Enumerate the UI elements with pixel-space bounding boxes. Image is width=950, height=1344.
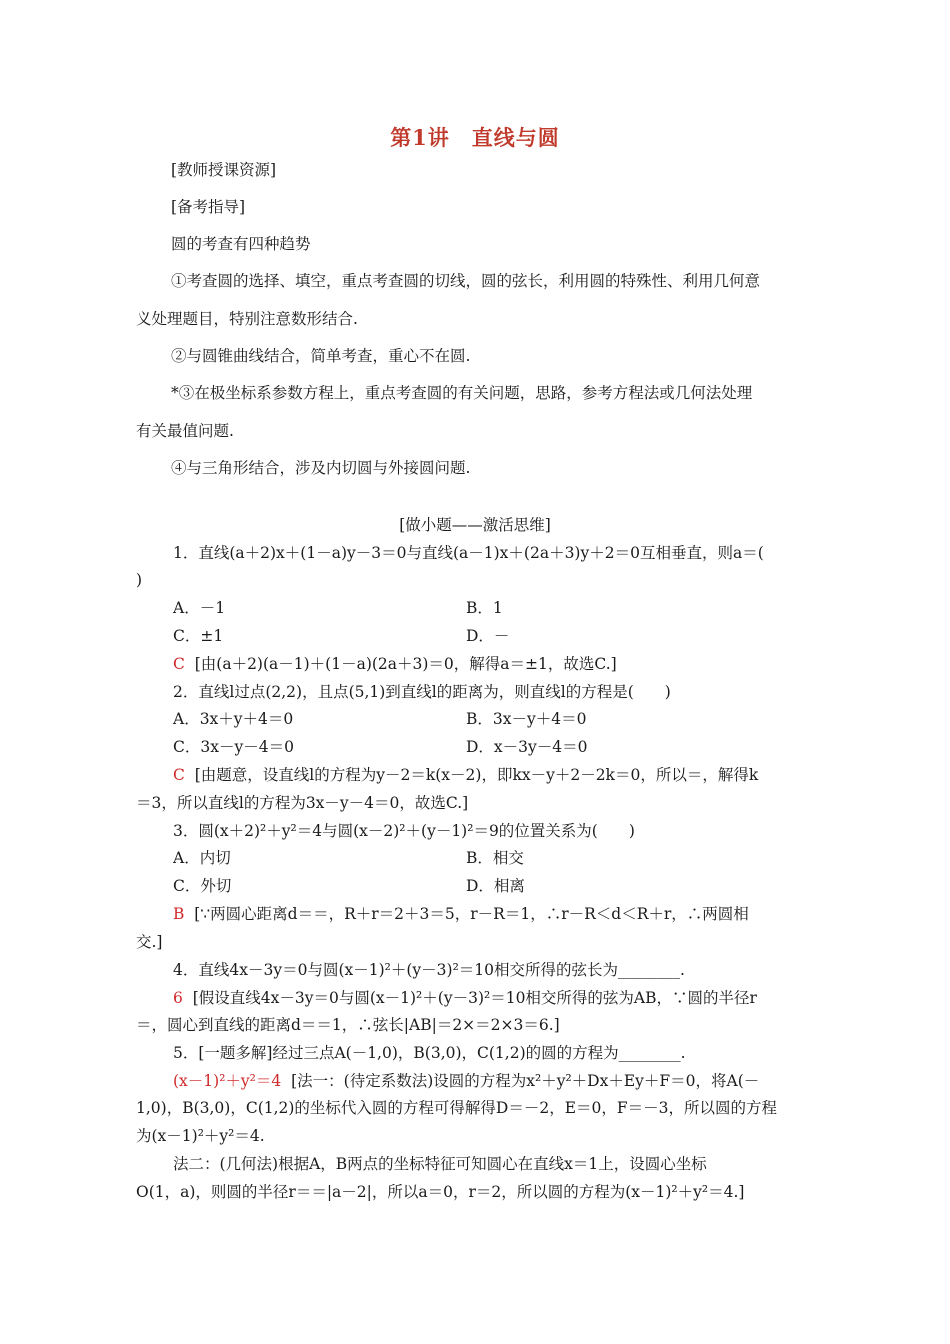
q4-solution-cont: ＝，圆心到直线的距离d＝＝1，∴弦长|AB|＝2×＝2×3＝6.] (136, 1016, 560, 1034)
q1-option-b: B．1 (466, 599, 503, 617)
q3-option-b: B．相交 (466, 849, 524, 867)
intro-point-3b: 有关最值问题. (136, 422, 234, 440)
q4-stem: 4．直线4x－3y＝0与圆(x－1)²＋(y－3)²＝10相交所得的弦长为________. (173, 961, 685, 979)
q2-solution-cont: ＝3，所以直线l的方程为3x－y－4＝0，故选C.] (136, 794, 469, 812)
page-title: 第1讲 直线与圆 (390, 125, 560, 150)
q3-option-c: C．外切 (173, 877, 232, 895)
q2-option-c: C．3x－y－4＝0 (173, 738, 294, 756)
intro-point-1b: 义处理题目，特别注意数形结合. (136, 310, 358, 328)
q1-stem: 1．直线(a＋2)x＋(1－a)y－3＝0与直线(a－1)x＋(2a＋3)y＋2＝0互相垂直，则a＝( (173, 544, 764, 562)
section-heading: [做小题——激活思维] (399, 516, 551, 534)
q2-solution (173, 764, 950, 786)
q2-answer: C (173, 766, 185, 784)
q5-solution-text: [法一：(待定系数法)设圆的方程为x²＋y²＋Dx＋Ey＋F＝0，将A(－ (291, 1072, 760, 1090)
q1-option-d: D．－ (466, 627, 510, 645)
q5-solution-line-3: 为(x－1)²＋y²＝4. (136, 1127, 265, 1145)
q4-solution-text: [假设直线4x－3y＝0与圆(x－1)²＋(y－3)²＝10相交所得的弦为AB，∵圆的半径r (192, 989, 757, 1007)
q5-stem: 5．[一题多解]经过三点A(－1,0)，B(3,0)，C(1,2)的圆的方程为________. (173, 1044, 686, 1062)
intro-point-1a: ①考查圆的选择、填空，重点考查圆的切线，圆的弦长，利用圆的特殊性、利用几何意 (171, 272, 761, 290)
q3-stem: 3．圆(x＋2)²＋y²＝4与圆(x－2)²＋(y－1)²＝9的位置关系为( ) (173, 822, 635, 840)
intro-point-3a: *③在极坐标系参数方程上，重点考查圆的有关问题，思路，参考方程法或几何法处理 (171, 384, 753, 402)
intro-heading: 圆的考查有四种趋势 (171, 235, 311, 253)
q3-solution-text: [∵两圆心距离d＝＝，R＋r＝2＋3＝5，r－R＝1，∴r－R＜d＜R＋r，∴两圆相 (194, 905, 749, 923)
q5-method-two: 法二：(几何法)根据A，B两点的坐标特征可知圆心在直线x＝1上，设圆心坐标 (173, 1155, 707, 1173)
q4-solution (173, 987, 950, 1009)
q3-option-a: A．内切 (173, 849, 231, 867)
q2-option-a: A．3x＋y＋4＝0 (173, 710, 294, 728)
tag-exam-guide: [备考指导] (171, 198, 246, 216)
q1-stem-cont: ) (136, 571, 143, 589)
q5-method-two-cont: O(1，a)，则圆的半径r＝＝|a－2|，所以a＝0，r＝2，所以圆的方程为(x－1)²＋y²＝4.] (136, 1183, 745, 1201)
q5-answer: (x－1)²＋y²＝4 (173, 1072, 282, 1090)
intro-point-2: ②与圆锥曲线结合，简单考查，重心不在圆. (171, 347, 471, 365)
q1-option-a: A．－1 (173, 599, 226, 617)
q4-answer: 6 (173, 989, 183, 1007)
q5-solution-line-2: 1,0)，B(3,0)，C(1,2)的坐标代入圆的方程可得解得D＝－2，E＝0，F＝－3，所以圆的方程 (136, 1099, 778, 1117)
intro-point-4: ④与三角形结合，涉及内切圆与外接圆问题. (171, 459, 471, 477)
q2-stem: 2．直线l过点(2,2)，且点(5,1)到直线l的距离为，则直线l的方程是( ) (173, 683, 671, 701)
q1-option-c: C．±1 (173, 627, 224, 645)
q2-option-b: B．3x－y＋4＝0 (466, 710, 587, 728)
q5-solution (173, 1070, 950, 1092)
q3-solution-cont: 交.] (136, 933, 163, 951)
q2-option-d: D．x－3y－4＝0 (466, 738, 588, 756)
q1-solution (173, 653, 950, 675)
q3-option-d: D．相离 (466, 877, 525, 895)
q1-answer: C (173, 655, 185, 673)
tag-teacher-resource: [教师授课资源] (171, 161, 277, 179)
q2-solution-text: [由题意，设直线l的方程为y－2＝k(x－2)，即kx－y＋2－2k＝0，所以＝，解得k (194, 766, 759, 784)
q1-solution-text: [由(a＋2)(a－1)＋(1－a)(2a＋3)＝0，解得a＝±1，故选C.] (194, 655, 617, 673)
q3-answer: B (173, 905, 185, 923)
q3-solution (173, 903, 950, 925)
